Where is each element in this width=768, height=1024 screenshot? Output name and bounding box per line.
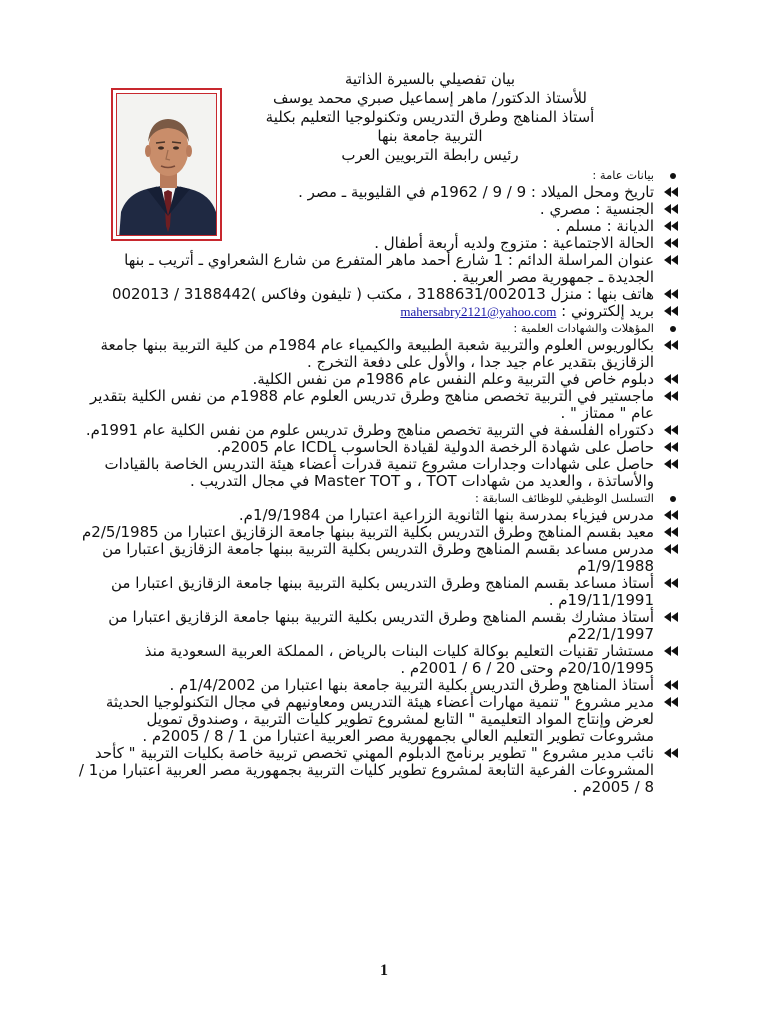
double-arrow-bullet-icon [664,391,678,401]
list-item: ماجستير في التربية تخصص مناهج وطرق تدريس العلوم عام 1988م من نفس الكلية بتقدير عام " ممتاز " . [78,388,678,422]
section-career-title: التسلسل الوظيفي للوظائف السابقة : [78,490,678,507]
double-arrow-bullet-icon [664,510,678,520]
list-item: الديانة : مسلم . [78,218,678,235]
double-arrow-bullet-icon [664,697,678,707]
double-arrow-bullet-icon [664,306,678,316]
double-arrow-bullet-icon [664,612,678,622]
double-arrow-bullet-icon [664,289,678,299]
email-link[interactable]: mahersabry2121@yahoo.com [400,304,557,319]
section-general-title: بيانات عامة : [78,167,678,184]
double-arrow-bullet-icon [664,646,678,656]
header-title: بيان تفصيلي بالسيرة الذاتية [344,70,516,88]
email-item [78,303,678,320]
header-position: أستاذ المناهج وطرق التدريس وتكنولوجيا التعليم بكلية [265,108,595,126]
list-item: مدير مشروع " تنمية مهارات أعضاء هيئة التدريس ومعاونيهم في مجال التكنولوجيا الحديثة لعرض وإنتاج المواد التعليمية " التابع لمشروع تطوير كليات التربية ، وصندوق تمويل مشروعات تطوير التعليم العالي بجمهورية مصر العربية اعتبارا من 1 / 8 / 2005م . [78,694,678,745]
double-arrow-bullet-icon [664,442,678,452]
list-item: بكالوريوس العلوم والتربية شعبة الطبيعة والكيمياء عام 1984م من كلية التربية ببنها جامعة الزقازيق بتقدير عام جيد جدا ، والأول على دفعة التخرج . [78,337,678,371]
double-arrow-bullet-icon [664,204,678,214]
list-item: أستاذ مساعد بقسم المناهج وطرق التدريس بكلية التربية ببنها جامعة الزقازيق اعتبارا من 19/11/1991م . [78,575,678,609]
double-arrow-bullet-icon [664,425,678,435]
bullet-dot-icon [670,496,676,502]
bullet-dot-icon [670,173,676,179]
double-arrow-bullet-icon [664,340,678,350]
double-arrow-bullet-icon [664,221,678,231]
double-arrow-bullet-icon [664,680,678,690]
double-arrow-bullet-icon [664,459,678,469]
email-label: بريد إلكتروني : [561,302,654,320]
list-item: مستشار تقنيات التعليم بوكالة كليات البنات بالرياض ، المملكة العربية السعودية منذ 20/10/1995م وحتى 20 / 6 / 2001م . [78,643,678,677]
double-arrow-bullet-icon [664,527,678,537]
double-arrow-bullet-icon [664,578,678,588]
list-item: تاريخ ومحل الميلاد : 9 / 9 / 1962م في القليوبية ـ مصر . [78,184,678,201]
header-faculty: التربية جامعة بنها [377,127,483,145]
list-item: حاصل على شهادات وجدارات مشروع تنمية قدرات أعضاء هيئة التدريس الخاصة بالقيادات والأساتذة ، والعديد من شهادات TOT ، و Master TOT في مجال التدريب . [78,456,678,490]
double-arrow-bullet-icon [664,544,678,554]
list-item: حاصل على شهادة الرخصة الدولية لقيادة الحاسوب ICDL عام 2005م. [78,439,678,456]
double-arrow-bullet-icon [664,187,678,197]
list-item: مدرس فيزياء بمدرسة بنها الثانوية الزراعية اعتبارا من 1/9/1984م. [78,507,678,524]
document-header [180,70,680,165]
list-item: الجنسية : مصري . [78,201,678,218]
double-arrow-bullet-icon [664,374,678,384]
list-item: مدرس مساعد بقسم المناهج وطرق التدريس بكلية التربية ببنها جامعة الزقازيق اعتبارا من 1/9/1988م [78,541,678,575]
double-arrow-bullet-icon [664,748,678,758]
list-item: هاتف بنها : منزل 3188631/002013 ، مكتب ( تليفون وفاكس )3188442 / 002013 [78,286,678,303]
list-item: معيد بقسم المناهج وطرق التدريس بكلية التربية ببنها جامعة الزقازيق اعتبارا من 2/5/1985م [78,524,678,541]
list-item: دبلوم خاص في التربية وعلم النفس عام 1986م من نفس الكلية. [78,371,678,388]
header-association: رئيس رابطة التربويين العرب [341,146,519,164]
page-number: 1 [380,962,388,979]
double-arrow-bullet-icon [664,238,678,248]
bullet-dot-icon [670,326,676,332]
double-arrow-bullet-icon [664,255,678,265]
list-item: أستاذ مشارك بقسم المناهج وطرق التدريس بكلية التربية ببنها جامعة الزقازيق اعتبارا من 22/1/1997م [78,609,678,643]
list-item: أستاذ المناهج وطرق التدريس بكلية التربية جامعة بنها اعتبارا من 1/4/2002م . [78,677,678,694]
list-item: عنوان المراسلة الدائم : 1 شارع أحمد ماهر المتفرع من شارع الشعراوي ـ أتريب ـ بنها الجديدة ـ جمهورية مصر العربية . [78,252,678,286]
list-item: دكتوراه الفلسفة في التربية تخصص مناهج وطرق تدريس علوم من نفس الكلية عام 1991م. [78,422,678,439]
list-item: الحالة الاجتماعية : متزوج ولديه أربعة أطفال . [78,235,678,252]
header-name: للأستاذ الدكتور/ ماهر إسماعيل صبري محمد يوسف [273,89,587,107]
list-item: نائب مدير مشروع " تطوير برنامج الدبلوم المهني تخصص تربية خاصة بكليات التربية " كأحد المشروعات الفرعية التابعة لمشروع تطوير كليات التربية بجمهورية مصر العربية اعتبارا من1 / 8 / 2005م . [78,745,678,796]
section-qualifications-title: المؤهلات والشهادات العلمية : [78,320,678,337]
document-body [78,167,678,796]
